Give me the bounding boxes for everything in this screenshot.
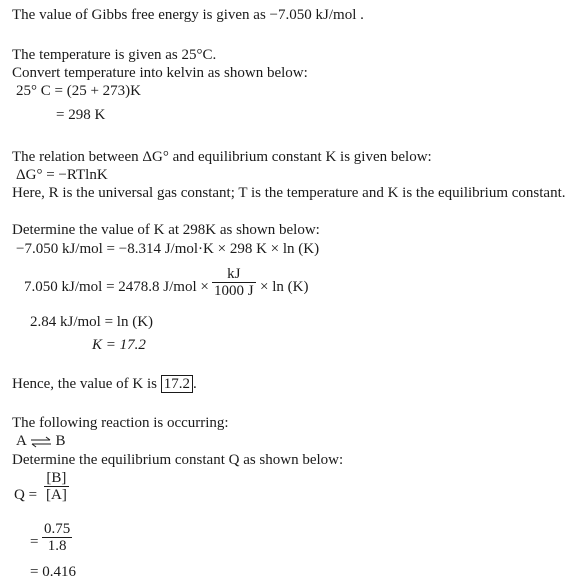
q-numerator: [B] [44,470,69,487]
q-denominator: [A] [46,487,67,503]
temperature-equation-1: 25° C = (25 + 273)K [16,83,141,99]
hence-period: . [192,376,197,392]
temperature-given: The temperature is given as 25°C. [12,47,217,63]
k-equation-2-right: × ln (K) [260,279,309,295]
q-label: Q = [14,487,38,503]
determine-k-text: Determine the value of K at 298K as shown below: [12,222,320,238]
convert-instruction: Convert temperature into kelvin as shown below: [12,65,308,81]
q-equals-sign: = [30,534,39,550]
fraction-numerator: kJ [212,266,256,283]
fraction-denominator: 1000 J [214,283,254,299]
answer-box: 17.2 [161,375,193,393]
q-result: = 0.416 [30,564,76,580]
gibbs-intro: The value of Gibbs free energy is given as −7.050 kJ/mol . [12,7,364,23]
k-equation-2-left: 7.050 kJ/mol = 2478.8 J/mol × [24,279,209,295]
relation-equation: ΔG° = −RTlnK [16,167,108,183]
variables-explanation: Here, R is the universal gas constant; T is the temperature and K is the equilibrium constant. [12,185,566,201]
hence-statement [12,375,197,393]
reactant-a: A [16,433,27,449]
q-numerator-value: 0.75 [44,521,71,537]
k-equation-4: K = 17.2 [92,337,146,353]
k-equation-1: −7.050 kJ/mol = −8.314 J/mol·K × 298 K × ln (K) [16,241,320,257]
determine-q-text: Determine the equilibrium constant Q as shown below: [12,452,344,468]
q-value-fraction [42,521,72,554]
kj-per-joule-fraction [212,266,256,299]
k-equation-3: 2.84 kJ/mol = ln (K) [30,314,154,330]
q-concentration-fraction [44,470,69,503]
product-b: B [55,433,66,449]
relation-text: The relation between ΔG° and equilibrium constant K is given below: [12,149,432,165]
q-denominator-value: 1.8 [47,538,67,554]
hence-text: Hence, the value of K is [12,376,157,392]
temperature-equation-2: = 298 K [56,107,106,123]
equilibrium-arrow-icon [30,436,52,448]
reaction-equation [16,432,66,450]
reaction-text: The following reaction is occurring: [12,415,229,431]
